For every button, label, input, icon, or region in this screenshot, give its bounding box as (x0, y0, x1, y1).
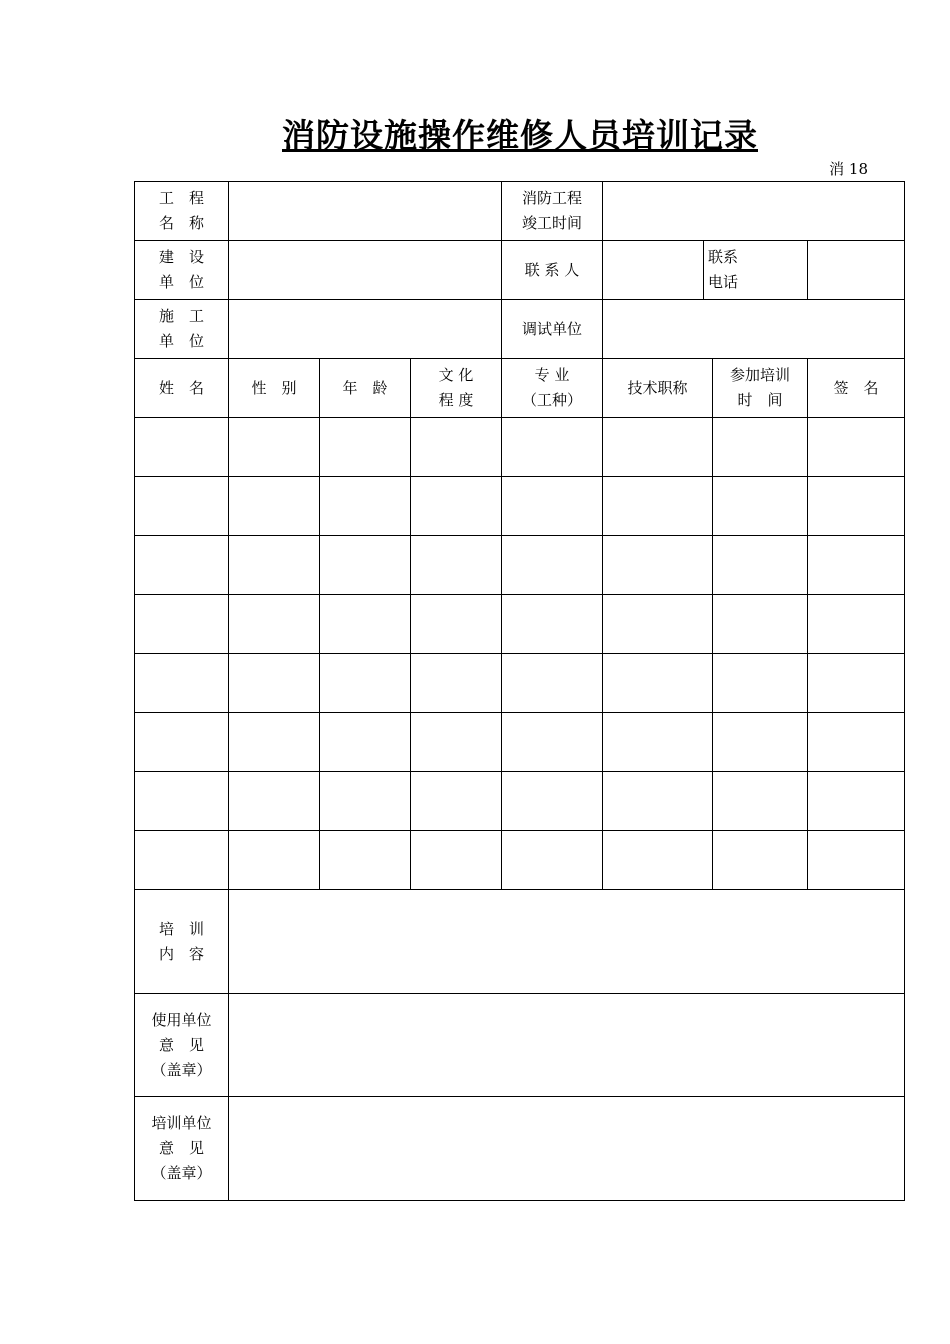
col-training-time-label: 参加培训 时 间 (730, 366, 791, 409)
training-record-table (134, 181, 905, 1201)
specialty-cell[interactable] (502, 772, 603, 831)
construction-unit-label: 建 设 单 位 (158, 248, 204, 291)
form-code: 消 18 (829, 160, 868, 178)
title-cell[interactable] (603, 713, 713, 772)
name-cell[interactable] (135, 831, 229, 890)
specialty-cell[interactable] (502, 831, 603, 890)
builder-unit-label: 施 工 单 位 (158, 307, 204, 350)
contact-person-field[interactable] (603, 241, 704, 300)
builder-unit-field[interactable] (229, 300, 502, 359)
training-unit-opinion-label: 培训单位 意 见 （盖章） (151, 1114, 212, 1182)
construction-unit-row (135, 241, 905, 300)
construction-unit-field[interactable] (229, 241, 502, 300)
col-title-header (603, 359, 713, 418)
specialty-cell[interactable] (502, 713, 603, 772)
table-row (135, 418, 905, 477)
age-cell[interactable] (320, 831, 411, 890)
training-time-cell[interactable] (713, 536, 808, 595)
contact-phone-label-cell (704, 241, 808, 300)
title-cell[interactable] (603, 536, 713, 595)
column-header-row (135, 359, 905, 418)
education-cell[interactable] (411, 595, 502, 654)
col-age-label: 年 龄 (342, 378, 388, 397)
name-cell[interactable] (135, 772, 229, 831)
name-cell[interactable] (135, 477, 229, 536)
col-signature-label: 签 名 (833, 378, 879, 397)
specialty-cell[interactable] (502, 477, 603, 536)
completion-time-label: 消防工程 竣工时间 (522, 189, 583, 232)
title-cell[interactable] (603, 654, 713, 713)
signature-cell[interactable] (808, 477, 905, 536)
col-title-label: 技术职称 (627, 378, 688, 397)
col-name-label: 姓 名 (158, 378, 204, 397)
training-time-cell[interactable] (713, 595, 808, 654)
name-cell[interactable] (135, 418, 229, 477)
table-row (135, 713, 905, 772)
specialty-cell[interactable] (502, 595, 603, 654)
title-cell[interactable] (603, 418, 713, 477)
training-time-cell[interactable] (713, 418, 808, 477)
contact-person-label-cell (502, 241, 603, 300)
table-row (135, 536, 905, 595)
education-cell[interactable] (411, 477, 502, 536)
contact-phone-label: 联系 电话 (708, 248, 739, 291)
age-cell[interactable] (320, 713, 411, 772)
title-cell[interactable] (603, 772, 713, 831)
signature-cell[interactable] (808, 713, 905, 772)
signature-cell[interactable] (808, 418, 905, 477)
signature-cell[interactable] (808, 654, 905, 713)
training-unit-opinion-row (135, 1097, 905, 1201)
training-unit-opinion-field[interactable] (229, 1097, 905, 1201)
name-cell[interactable] (135, 595, 229, 654)
gender-cell[interactable] (229, 772, 320, 831)
table-row (135, 477, 905, 536)
title-cell[interactable] (603, 477, 713, 536)
training-content-label-cell (135, 890, 229, 994)
gender-cell[interactable] (229, 713, 320, 772)
col-age-header (320, 359, 411, 418)
page-title: 消防设施操作维修人员培训记录 (282, 116, 758, 155)
user-unit-opinion-label-cell (135, 994, 229, 1097)
signature-cell[interactable] (808, 831, 905, 890)
commissioning-unit-label-cell (502, 300, 603, 359)
col-gender-header (229, 359, 320, 418)
col-gender-label: 性 别 (251, 378, 297, 397)
training-time-cell[interactable] (713, 713, 808, 772)
builder-unit-label-cell (135, 300, 229, 359)
education-cell[interactable] (411, 831, 502, 890)
completion-time-field[interactable] (603, 182, 905, 241)
user-unit-opinion-label: 使用单位 意 见 （盖章） (151, 1010, 212, 1079)
table-row (135, 654, 905, 713)
gender-cell[interactable] (229, 477, 320, 536)
table-row (135, 595, 905, 654)
commissioning-unit-field[interactable] (603, 300, 905, 359)
col-education-label: 文 化 程 度 (438, 366, 474, 409)
education-cell[interactable] (411, 772, 502, 831)
project-name-label: 工 程 名 称 (158, 189, 204, 232)
project-name-field[interactable] (229, 182, 502, 241)
builder-unit-row (135, 300, 905, 359)
commissioning-unit-label: 调试单位 (522, 319, 583, 338)
user-unit-opinion-row (135, 994, 905, 1097)
project-row (135, 182, 905, 241)
title-cell[interactable] (603, 831, 713, 890)
age-cell[interactable] (320, 595, 411, 654)
specialty-cell[interactable] (502, 654, 603, 713)
col-training-time-header (713, 359, 808, 418)
signature-cell[interactable] (808, 595, 905, 654)
training-content-label: 培 训 内 容 (158, 919, 204, 963)
signature-cell[interactable] (808, 536, 905, 595)
specialty-cell[interactable] (502, 536, 603, 595)
construction-unit-label-cell (135, 241, 229, 300)
gender-cell[interactable] (229, 831, 320, 890)
col-signature-header (808, 359, 905, 418)
age-cell[interactable] (320, 536, 411, 595)
training-time-cell[interactable] (713, 654, 808, 713)
name-cell[interactable] (135, 536, 229, 595)
training-unit-opinion-label-cell (135, 1097, 229, 1201)
name-cell[interactable] (135, 654, 229, 713)
gender-cell[interactable] (229, 654, 320, 713)
contact-phone-field[interactable] (808, 241, 905, 300)
col-education-header (411, 359, 502, 418)
col-specialty-header (502, 359, 603, 418)
gender-cell[interactable] (229, 595, 320, 654)
education-cell[interactable] (411, 654, 502, 713)
name-cell[interactable] (135, 713, 229, 772)
education-cell[interactable] (411, 713, 502, 772)
age-cell[interactable] (320, 654, 411, 713)
age-cell[interactable] (320, 477, 411, 536)
education-cell[interactable] (411, 418, 502, 477)
title-cell[interactable] (603, 595, 713, 654)
training-time-cell[interactable] (713, 831, 808, 890)
project-name-label-cell (135, 182, 229, 241)
specialty-cell[interactable] (502, 418, 603, 477)
age-cell[interactable] (320, 418, 411, 477)
training-time-cell[interactable] (713, 477, 808, 536)
user-unit-opinion-field[interactable] (229, 994, 905, 1097)
gender-cell[interactable] (229, 536, 320, 595)
education-cell[interactable] (411, 536, 502, 595)
training-content-field[interactable] (229, 890, 905, 994)
training-content-row (135, 890, 905, 994)
gender-cell[interactable] (229, 418, 320, 477)
training-time-cell[interactable] (713, 772, 808, 831)
col-name-header (135, 359, 229, 418)
completion-time-label-cell (502, 182, 603, 241)
contact-person-label: 联 系 人 (524, 260, 580, 279)
col-specialty-label: 专 业 （工种） (522, 366, 583, 409)
table-row (135, 772, 905, 831)
table-row (135, 831, 905, 890)
age-cell[interactable] (320, 772, 411, 831)
signature-cell[interactable] (808, 772, 905, 831)
